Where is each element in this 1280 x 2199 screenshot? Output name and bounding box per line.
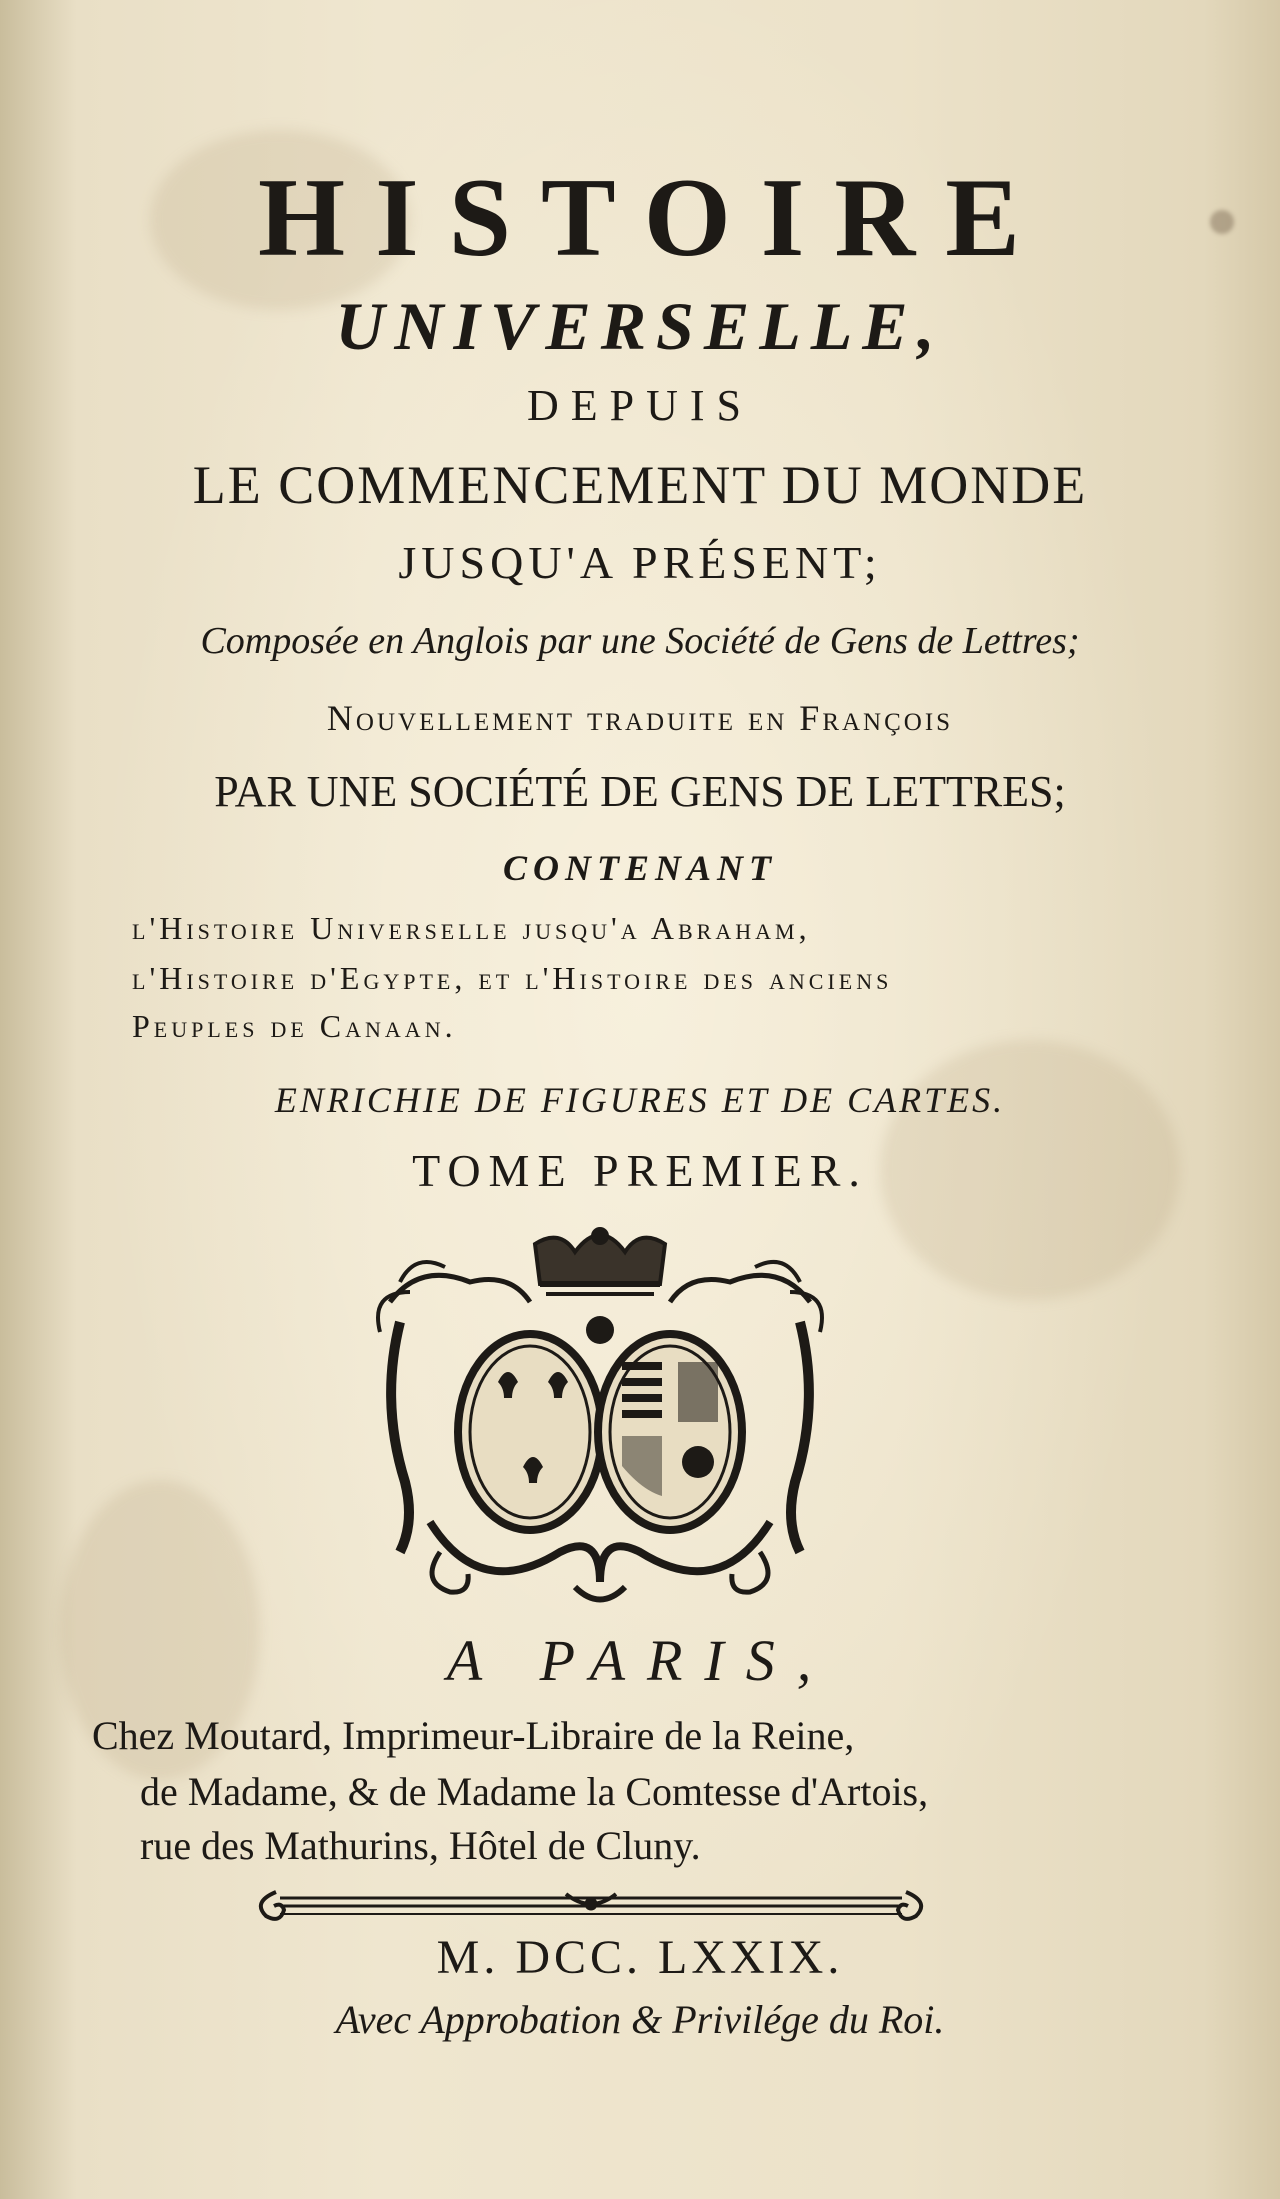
imprint-city: A PARIS, [446, 1628, 834, 1693]
title-universelle: UNIVERSELLE, [335, 288, 945, 364]
contenant-heading: CONTENANT [502, 848, 777, 888]
imprint-line-3: rue des Mathurins, Hôtel de Cluny. [140, 1823, 701, 1868]
title-depuis: DEPUIS [526, 381, 754, 430]
authorship-line: Composée en Anglois par une Société de Gens de Lettres; [200, 620, 1080, 662]
translation-line: Nouvellement traduite en François [326, 698, 954, 738]
royal-coat-of-arms-icon [360, 1222, 840, 1612]
contents-line-1: l'Histoire Universelle jusqu'a Abraham, [132, 910, 811, 946]
enrichment-line: ENRICHIE DE FIGURES ET DE CARTES. [274, 1080, 1006, 1120]
publication-date: M. DCC. LXXIX. [436, 1931, 844, 1984]
translators-line: PAR UNE SOCIÉTÉ DE GENS DE LETTRES; [214, 767, 1066, 816]
title-histoire: HISTOIRE [258, 156, 1050, 280]
title-jusqua: JUSQU'A PRÉSENT; [398, 537, 882, 588]
privilege-line: Avec Approbation & Privilége du Roi. [335, 1997, 945, 2042]
imprint-line-2: de Madame, & de Madame la Comtesse d'Artois, [140, 1769, 929, 1814]
title-commencement: LE COMMENCEMENT DU MONDE [192, 455, 1088, 515]
contents-line-3: Peuples de Canaan. [132, 1008, 457, 1044]
volume-line: TOME PREMIER. [412, 1145, 868, 1196]
contents-line-2: l'Histoire d'Egypte, et l'Histoire des anciens [132, 960, 893, 996]
ornamental-rule-icon [246, 1884, 936, 1924]
imprint-line-1: Chez Moutard, Imprimeur-Libraire de la Reine, [92, 1713, 855, 1758]
